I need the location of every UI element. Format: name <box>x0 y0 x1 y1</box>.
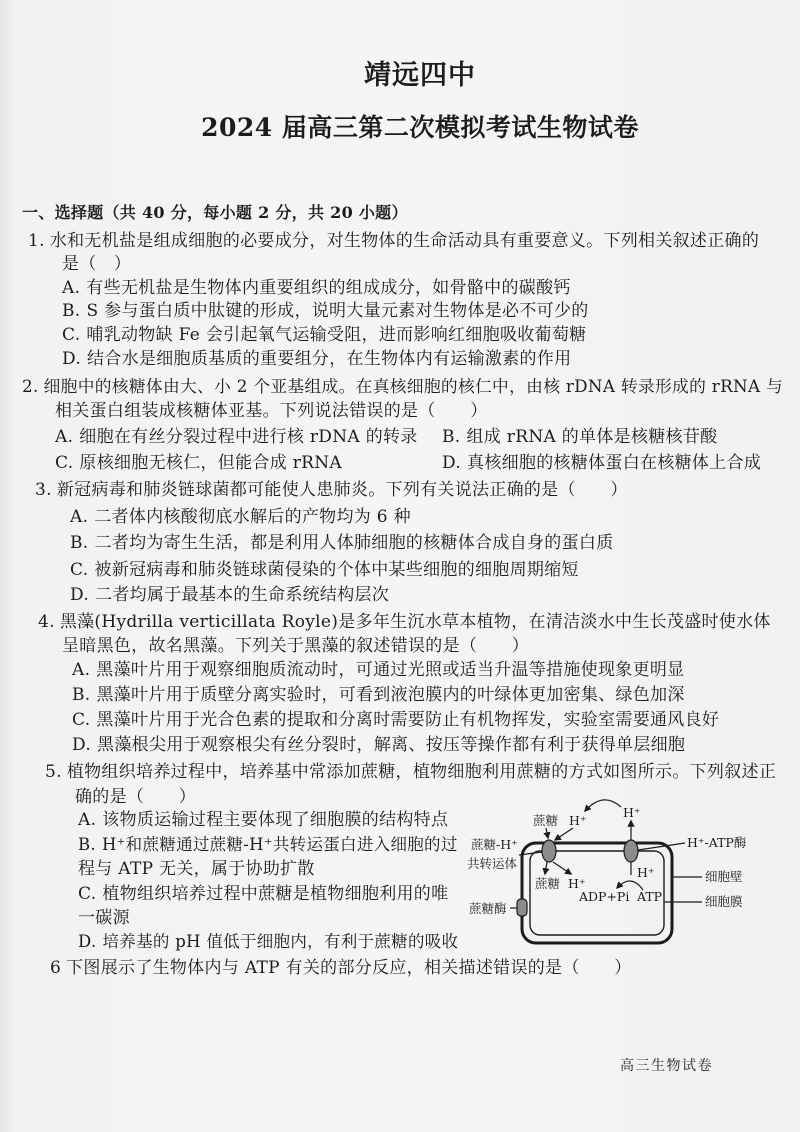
q4-option-a-text: 黑藻叶片用于观察细胞质流动时，可通过光照或适当升温等措施使现象更明显 <box>96 660 685 680</box>
q4-stem-line-2: 呈暗黑色，故名黑藻。下列关于黑藻的叙述错误的是（ ） <box>62 636 530 656</box>
q2-option-d <box>442 451 786 475</box>
q3-option-c-text: 被新冠病毒和肺炎链球菌侵染的个体中某些细胞的细胞周期缩短 <box>94 560 579 580</box>
label-cell-membrane: 细胞膜 <box>705 894 743 909</box>
q4-option-d-text: 黑藻根尖用于观察根尖有丝分裂时，解离、按压等操作都有利于获得单层细胞 <box>97 735 686 755</box>
q3-option-c-label: C. <box>70 560 89 580</box>
q4-option-c-label: C. <box>72 710 91 730</box>
q1-number: 1. <box>28 231 45 251</box>
q5-option-b-label: B. <box>78 835 96 854</box>
q4-option-c <box>72 708 786 732</box>
q3-number: 3. <box>35 480 52 500</box>
q6-stem-line-1 <box>50 956 786 980</box>
q2-option-c-label: C. <box>55 453 74 473</box>
label-cotransporter-line-2: 共转运体 <box>467 856 518 871</box>
arrow-cotransporter-to-inside-sucrose <box>545 862 547 874</box>
q2-option-b-label: B. <box>442 427 461 447</box>
q4-option-c-text: 黑藻叶片用于光合色素的提取和分离时需要防止有机物挥发，实验室需要通风良好 <box>96 710 720 730</box>
q4-option-b-text: 黑藻叶片用于质壁分离实验时，可看到液泡膜内的叶绿体更加密集、绿色加深 <box>96 685 685 705</box>
q3-option-a-text: 二者体内核酸彻底水解后的产物均为 6 种 <box>94 507 411 527</box>
q5-option-a <box>78 808 460 832</box>
q5-option-d-text: 培养基的 pH 值低于细胞内，有利于蔗糖的吸收 <box>102 932 459 951</box>
q5-stem-line-2: 确的是（ ） <box>75 787 197 807</box>
q2-option-d-text: 真核细胞的核糖体蛋白在核糖体上合成 <box>467 453 762 473</box>
q4-option-b <box>72 683 786 707</box>
q4-number: 4. <box>38 612 55 632</box>
label-adp-pi: ADP+Pi <box>579 889 630 904</box>
q2-stem-line-1 <box>22 374 786 398</box>
q1-option-b-label: B. <box>62 301 81 321</box>
sucrase-enzyme <box>517 899 527 916</box>
q5-stem-text: 植物组织培养过程中，培养基中常添加蔗糖，植物细胞利用蔗糖的方式如图所示。下列叙述正 <box>66 762 777 782</box>
q5-option-a-text: 该物质运输过程主要体现了细胞膜的结构特点 <box>102 810 449 830</box>
q1-option-b <box>62 299 786 323</box>
q4-stem-text: 黑藻(Hydrilla verticillata Royle)是多年生沉水草本植物，在清洁淡水中生长茂盛时使水体 <box>59 612 771 632</box>
q2-option-a <box>55 425 430 449</box>
h-atpase <box>624 840 638 862</box>
label-sucrase: 蔗糖酶 <box>469 901 507 916</box>
q4-stem-line-1 <box>38 610 786 634</box>
q1-option-a-text: 有些无机盐是生物体内重要组织的组成成分，如骨骼中的碳酸钙 <box>86 278 571 298</box>
q5-option-c-label: C. <box>78 884 97 904</box>
q4-option-a <box>72 658 786 682</box>
q2-option-b-text: 组成 rRNA 的单体是核糖核苷酸 <box>466 427 718 447</box>
q1-option-c-label: C. <box>62 325 81 345</box>
q3-option-a <box>70 505 786 529</box>
q5-option-c <box>78 882 460 906</box>
arrow-h-recycle-arc <box>585 800 621 811</box>
label-outside-h-left: H⁺ <box>569 813 587 828</box>
q1-option-a-label: A. <box>62 278 81 298</box>
label-outside-h-right: H⁺ <box>623 805 641 820</box>
q1-option-c-text: 哺乳动物缺 Fe 会引起氧气运输受阻，进而影响红细胞吸收葡萄糖 <box>86 325 587 345</box>
q6-stem-text: 下图展示了生物体内与 ATP 有关的部分反应，相关描述错误的是（ ） <box>66 958 632 978</box>
q2-option-b <box>442 425 786 449</box>
q3-stem-line-1 <box>35 478 786 502</box>
q2-option-c <box>55 451 430 475</box>
label-inside-h-left: H⁺ <box>568 876 586 891</box>
label-cell-wall: 细胞壁 <box>705 869 743 884</box>
q4-option-b-label: B. <box>72 685 91 705</box>
q4-option-d-label: D. <box>72 735 92 755</box>
q5-number: 5. <box>45 762 62 782</box>
q5-option-c-text: 植物组织培养过程中蔗糖是植物细胞利用的唯 <box>102 884 449 904</box>
q3-option-d-label: D. <box>70 585 90 605</box>
q2-stem-line-2: 相关蛋白组装成核糖体亚基。下列说法错误的是（ ） <box>55 401 488 421</box>
q3-option-b <box>70 531 786 555</box>
label-outside-sucrose: 蔗糖 <box>533 813 559 828</box>
q1-stem-line-2: 是（ ） <box>62 254 132 274</box>
label-atpase: H⁺-ATP酶 <box>687 835 747 850</box>
q5-option-b-text: H⁺和蔗糖通过蔗糖-H⁺共转运蛋白进入细胞的过 <box>101 835 458 854</box>
q6-number: 6 <box>50 958 62 978</box>
q1-option-a <box>62 276 786 300</box>
label-atp: ATP <box>637 889 663 904</box>
label-inside-sucrose: 蔗糖 <box>535 876 561 891</box>
q5-sucrose-uptake-diagram <box>465 795 795 950</box>
q3-option-a-label: A. <box>70 507 89 527</box>
arrow-outside-sucrose-to-cotransporter <box>546 828 548 838</box>
q2-number: 2. <box>22 376 39 396</box>
q2-stem-text: 细胞中的核糖体由大、小 2 个亚基组成。在真核细胞的核仁中，由核 rDNA 转录形成的 rRNA 与 <box>43 376 784 396</box>
label-inside-h-right: H⁺ <box>637 865 655 880</box>
q2-option-c-text: 原核细胞无核仁，但能合成 rRNA <box>79 453 342 473</box>
q3-stem-text: 新冠病毒和肺炎链球菌都可能使人患肺炎。下列有关说法正确的是（ ） <box>56 480 628 500</box>
q4-option-a-label: A. <box>72 660 91 680</box>
arrow-outside-h-to-cotransporter <box>555 828 573 840</box>
q3-option-d <box>70 583 786 607</box>
exam-title: 2024 届高三第二次模拟考试生物试卷 <box>201 113 639 142</box>
q5-option-d-label: D. <box>78 932 97 951</box>
sucrose-h-cotransporter <box>542 840 556 862</box>
q2-option-a-label: A. <box>55 427 74 447</box>
q1-option-b-text: S 参与蛋白质中肽键的形成，说明大量元素对生物体是必不可少的 <box>86 301 589 321</box>
q5-option-c-continuation: 一碳源 <box>78 908 130 928</box>
q1-stem-text: 水和无机盐是组成细胞的必要成分，对生物体的生命活动具有重要意义。下列相关叙述正确的 <box>49 231 760 251</box>
q1-option-c <box>62 323 786 347</box>
q5-stem-line-1 <box>45 760 786 784</box>
q1-option-d <box>62 347 786 371</box>
q5-option-b <box>78 833 460 857</box>
q4-option-d <box>72 733 786 757</box>
q5-option-d <box>78 930 460 954</box>
q2-option-a-text: 细胞在有丝分裂过程中进行核 rDNA 的转录 <box>79 427 418 447</box>
q2-option-d-label: D. <box>442 453 462 473</box>
section-heading: 一、选择题（共 40 分，每小题 2 分，共 20 小题） <box>22 203 408 222</box>
q1-option-d-label: D. <box>62 349 82 369</box>
page-footer: 高三生物试卷 <box>620 1058 713 1074</box>
school-name: 靖远四中 <box>364 60 476 91</box>
q3-option-d-text: 二者均属于最基本的生命系统结构层次 <box>95 585 390 605</box>
q3-option-c <box>70 558 786 582</box>
q5-option-a-label: A. <box>78 810 97 830</box>
arrow-cotransporter-to-inside-h <box>553 862 571 874</box>
q1-stem-line-1 <box>28 229 786 253</box>
label-cotransporter-line-1: 蔗糖-H⁺ <box>471 837 518 852</box>
q5-option-b-continuation: 程与 ATP 无关，属于协助扩散 <box>78 859 315 879</box>
q3-option-b-label: B. <box>70 533 89 553</box>
q1-option-d-text: 结合水是细胞质基质的重要组分，在生物体内有运输激素的作用 <box>87 349 572 369</box>
q3-option-b-text: 二者均为寄生生活，都是利用人体肺细胞的核糖体合成自身的蛋白质 <box>94 533 614 553</box>
